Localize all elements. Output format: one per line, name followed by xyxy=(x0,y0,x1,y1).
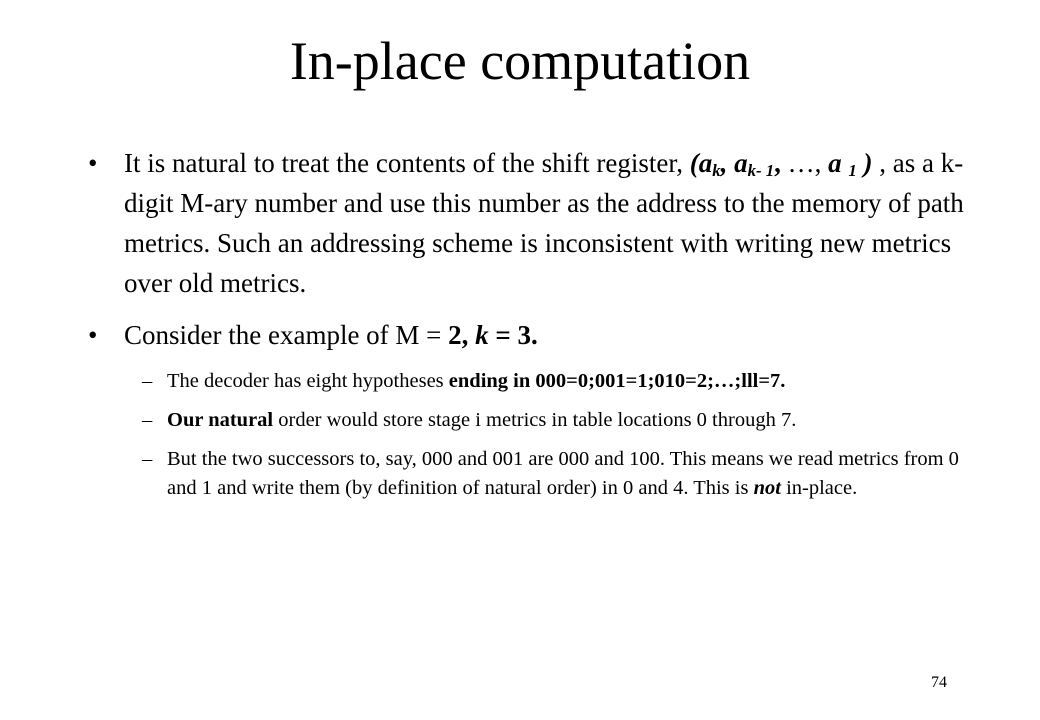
subbullet-successors xyxy=(132,445,964,503)
text: 2, xyxy=(448,320,476,350)
text: = 3. xyxy=(488,320,538,350)
subscript: k- 1 xyxy=(747,161,775,181)
text: order would store stage i metrics in table locations 0 through 7. xyxy=(273,409,797,431)
text: But the two successors to, say, 000 and 001 are 000 and 100. This means we read metrics from 0 and 1 and write them (by definition of natural order) in 0 and 4. This is xyxy=(167,448,959,499)
text: , as a k-digit M-ary number and use this number as the address to the memory of path metrics. Such an addressing scheme is inconsistent with writing new metrics over old metrics. xyxy=(124,148,964,298)
text: It is natural to treat the contents of the shift register, xyxy=(124,148,690,178)
subbullet-natural-order xyxy=(132,406,964,435)
dash-marker: – xyxy=(142,448,153,470)
bullet-example xyxy=(84,315,964,355)
text: not xyxy=(753,477,781,499)
text: , xyxy=(774,148,788,178)
text: (a xyxy=(689,148,713,178)
text: …, xyxy=(787,148,829,178)
text: The decoder has eight hypotheses xyxy=(167,370,449,392)
slide-title: In-place computation xyxy=(289,31,751,91)
slide-body xyxy=(84,143,964,513)
text: Consider the example of M = xyxy=(124,320,449,350)
bullet-marker: • xyxy=(88,320,98,350)
subscript: k xyxy=(712,161,721,181)
bullet-marker: • xyxy=(88,148,98,178)
page-number: 74 xyxy=(931,674,947,691)
subbullet-hypotheses xyxy=(132,367,964,396)
bullet-shift-register xyxy=(84,143,964,303)
dash-marker: – xyxy=(142,409,153,431)
text: ) xyxy=(856,148,873,178)
text: in-place. xyxy=(780,477,858,499)
text: Our natural xyxy=(167,409,274,431)
text: a xyxy=(828,148,849,178)
subscript: 1 xyxy=(848,161,857,181)
text: , a xyxy=(720,148,748,178)
dash-marker: – xyxy=(142,370,153,392)
text: k xyxy=(475,320,489,350)
text: ending in 000=0;001=1;010=2;…;lll=7. xyxy=(448,370,786,392)
